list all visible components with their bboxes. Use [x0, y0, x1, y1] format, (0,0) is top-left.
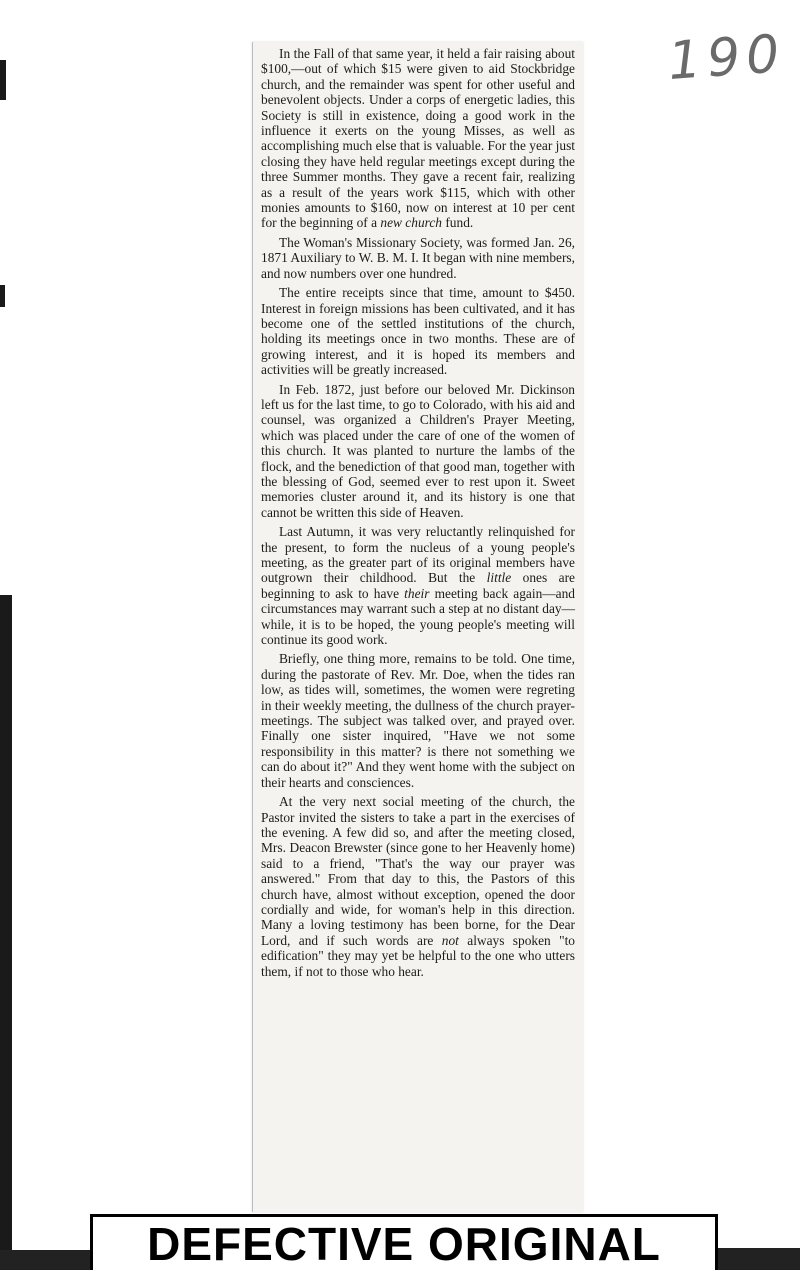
paragraph: The entire receipts since that time, amount to $450. Interest in foreign missions has been cultivated, and it has become one of the settled institutions of the church, holding its meetings once in two months. These are of growing interest, and it is hoped its members and activities will be greatly increased.: [261, 285, 575, 378]
left-edge-mark: [0, 285, 5, 307]
left-edge-mark: [0, 60, 6, 100]
bottom-edge-mark: [0, 1250, 90, 1270]
paragraph: The Woman's Missionary Society, was formed Jan. 26, 1871 Auxiliary to W. B. M. I. It began with nine members, and now numbers over one hundred.: [261, 234, 575, 281]
clipping-text: [261, 46, 575, 983]
left-edge-mark: [0, 595, 12, 1250]
italic-text: new church: [380, 215, 442, 231]
newspaper-clipping: [252, 42, 583, 1212]
italic-text: not: [441, 932, 459, 948]
paragraph: At the very next social meeting of the church, the Pastor invited the sisters to take a part in the exercises of the evening. A few did so, and after the meeting closed, Mrs. Deacon Brewster (since gone to her Heavenly home) said to a friend, "That's the way our prayer was answered." From that day to this, the Pastors of this church have, almost without exception, opened the door cordially and wide, for woman's help in this direction. Many a loving testimony has been borne, for the Dear Lord, and if such words are not always spoken "to edification" they may yet be helpful to the one who utters them, if not to those who hear.: [261, 794, 575, 979]
defective-original-banner: [90, 1214, 718, 1270]
paragraph: In Feb. 1872, just before our beloved Mr. Dickinson left us for the last time, to go to Colorado, with his aid and counsel, was organized a Children's Prayer Meeting, which was placed under the care of one of the women of this church. It was planted to nurture the lambs of the flock, and the benediction of that good man, together with the blessing of God, seemed ever to rest upon it. Sweet memories cluster around it, and its history is one that cannot be written this side of Heaven.: [261, 381, 575, 520]
banner-text: DEFECTIVE ORIGINAL: [147, 1217, 661, 1270]
italic-text: their: [404, 585, 430, 601]
paragraph: In the Fall of that same year, it held a fair raising about $100,—out of which $15 were given to aid Stockbridge church, and the remainder was spent for other useful and benevolent objects. Under a corps of energetic ladies, this Society is still in existence, doing a good work in the influence it exerts on the young Misses, as well as accomplishing much else that is valuable. For the year just closing they have held regular meetings except during the three Summer months. They gave a recent fair, realizing as a result of the years work $115, which with other monies amounts to $160, now on interest at 10 per cent for the beginning of a new church fund.: [261, 46, 575, 231]
paragraph: Briefly, one thing more, remains to be told. One time, during the pastorate of Rev. Mr. Doe, when the tides ran low, as tides will, sometimes, the women were regreting in their weekly meeting, the dullness of the church prayer-meetings. The subject was talked over, and prayed over. Finally one sister inquired, "Have we not some responsibility in this matter? is there not something we can do about it?" And they went home with the subject on their hearts and consciences.: [261, 651, 575, 790]
paragraph: Last Autumn, it was very reluctantly relinquished for the present, to form the nucleus of a young people's meeting, as the greater part of its original members have outgrown their childhood. But the little ones are beginning to ask to have their meeting back again—and circumstances may warrant such a step at no distant day—while, it is to be hoped, the young people's meeting will continue its good work.: [261, 524, 575, 648]
page-number: 190: [666, 23, 788, 93]
bottom-edge-mark: [718, 1248, 800, 1270]
italic-text: little: [486, 570, 512, 586]
